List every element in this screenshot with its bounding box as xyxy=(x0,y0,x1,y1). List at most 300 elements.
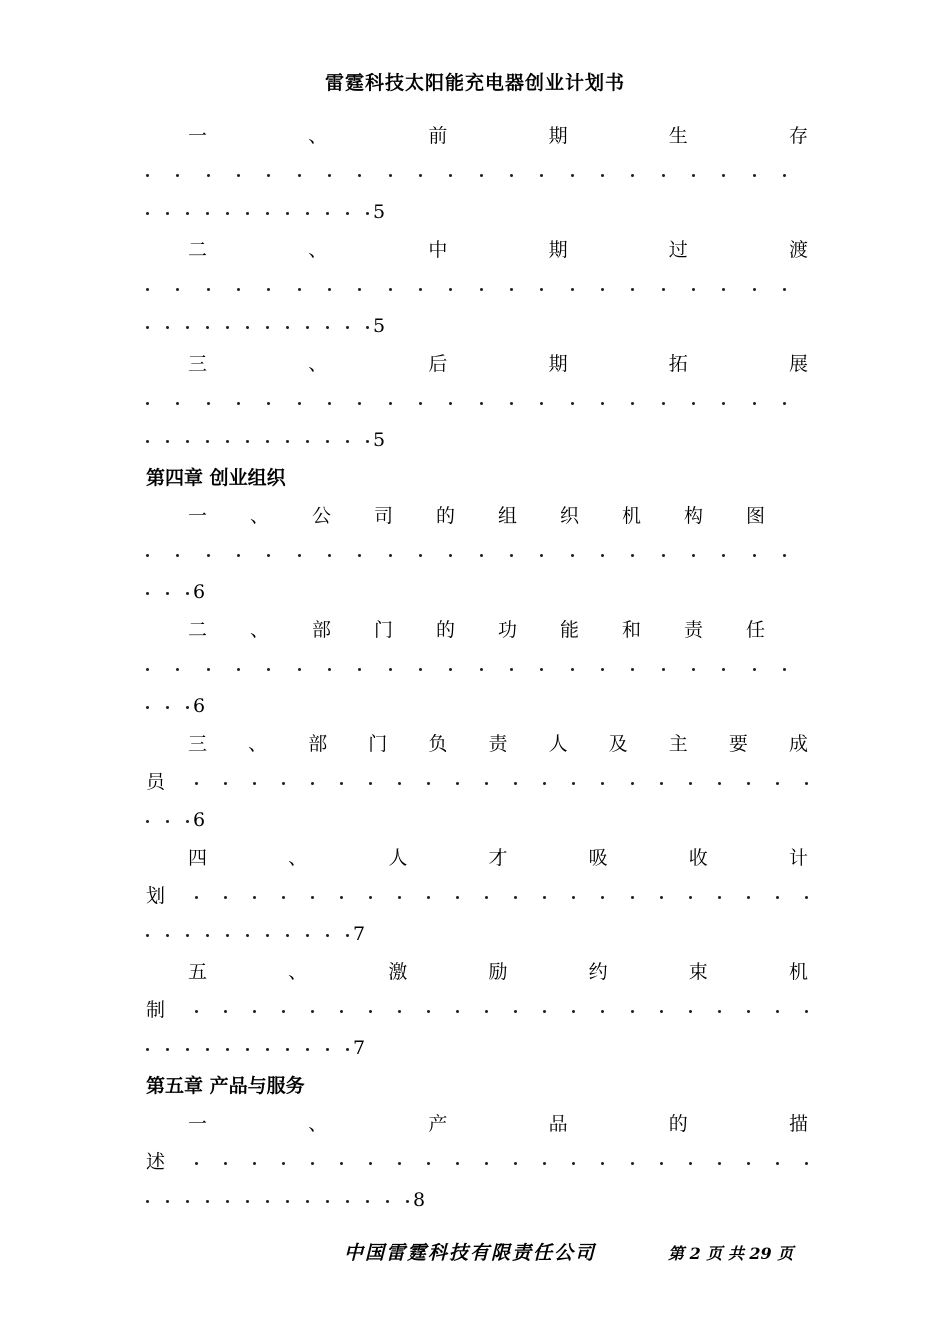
leader-dot xyxy=(166,934,169,937)
leader-dot xyxy=(389,402,392,405)
leader-dot xyxy=(176,174,179,177)
toc-entry-char: 四 xyxy=(188,847,208,869)
leader-dot xyxy=(485,896,488,899)
leader-dot xyxy=(207,402,210,405)
leader-dot xyxy=(456,1162,459,1165)
leader-dot xyxy=(543,782,546,785)
leader-dot xyxy=(514,896,517,899)
leader-dot xyxy=(571,554,574,557)
toc-entry-wrapped-char: 员 xyxy=(146,771,166,793)
leader-dot xyxy=(306,212,309,215)
leader-dot xyxy=(419,288,422,291)
leader-dot xyxy=(692,554,695,557)
leader-dot xyxy=(195,1162,198,1165)
leader-dot xyxy=(571,288,574,291)
toc-entry-char: 一 xyxy=(188,125,208,147)
leader-dot xyxy=(805,782,808,785)
toc-entry-char: 、 xyxy=(308,353,328,375)
leader-dot xyxy=(747,896,750,899)
leader-dot xyxy=(805,1162,808,1165)
leader-dot xyxy=(389,668,392,671)
leader-dot xyxy=(456,896,459,899)
leader-dot xyxy=(419,402,422,405)
toc-page-line xyxy=(146,687,808,725)
leader-dot xyxy=(237,668,240,671)
leader-dot xyxy=(146,212,149,215)
leader-dot xyxy=(386,1200,389,1203)
leader-dot xyxy=(226,1048,229,1051)
leader-dot xyxy=(366,440,369,443)
toc-entry-title[interactable] xyxy=(146,231,808,269)
leader-dot xyxy=(237,288,240,291)
leader-dot xyxy=(267,668,270,671)
leader-dot xyxy=(480,402,483,405)
toc-entry-char: 人 xyxy=(388,847,408,869)
leader-dot xyxy=(662,288,665,291)
leader-dot xyxy=(747,782,750,785)
leader-dot xyxy=(543,1010,546,1013)
toc-entry-char: 和 xyxy=(622,619,642,641)
leader-dot xyxy=(146,402,149,405)
leader-dot xyxy=(246,326,249,329)
toc-entry-title[interactable] xyxy=(146,611,808,649)
leader-dot xyxy=(805,896,808,899)
leader-dot xyxy=(253,896,256,899)
toc-page-line xyxy=(146,1181,808,1219)
leader-dot xyxy=(266,212,269,215)
leader-dot xyxy=(186,934,189,937)
toc-entry-char: 期 xyxy=(548,125,568,147)
leader-dot xyxy=(427,896,430,899)
leader-dot xyxy=(398,782,401,785)
leader-dot xyxy=(176,402,179,405)
toc-entry-char: 渡 xyxy=(788,239,808,261)
leader-dot xyxy=(266,1048,269,1051)
leader-dot xyxy=(571,668,574,671)
toc-entry-title[interactable] xyxy=(146,345,808,383)
toc-entry-char: 前 xyxy=(428,125,448,147)
leader-dot xyxy=(298,402,301,405)
leader-dot xyxy=(718,782,721,785)
leader-dot xyxy=(306,326,309,329)
toc-page-line xyxy=(146,421,808,459)
toc-leader-dots xyxy=(146,269,786,307)
leader-dot xyxy=(369,1162,372,1165)
leader-dot xyxy=(601,1010,604,1013)
leader-dot xyxy=(631,402,634,405)
leader-dot xyxy=(449,288,452,291)
toc-entry-title[interactable] xyxy=(146,117,808,155)
leader-dot xyxy=(783,174,786,177)
leader-dot xyxy=(480,554,483,557)
leader-dot xyxy=(692,668,695,671)
leader-dot xyxy=(660,1010,663,1013)
toc-entry-wrapped-char: 划 xyxy=(146,885,166,907)
leader-dot xyxy=(480,174,483,177)
leader-dot xyxy=(660,782,663,785)
toc-page-number[interactable]: 6 xyxy=(193,581,206,603)
leader-dot xyxy=(282,1010,285,1013)
leader-dot xyxy=(146,326,149,329)
leader-dot xyxy=(427,782,430,785)
leader-dot xyxy=(456,1010,459,1013)
leader-dot xyxy=(722,288,725,291)
toc-entry-char: 、 xyxy=(288,847,308,869)
toc-entry-char: 门 xyxy=(374,619,394,641)
toc-page-number[interactable]: 6 xyxy=(193,809,206,831)
leader-dot xyxy=(692,174,695,177)
leader-dot xyxy=(266,440,269,443)
leader-dot xyxy=(282,782,285,785)
leader-dot xyxy=(282,1162,285,1165)
toc-page-number[interactable]: 5 xyxy=(373,201,386,223)
toc-entry-char: 机 xyxy=(788,961,808,983)
leader-dot xyxy=(662,402,665,405)
leader-dot xyxy=(631,174,634,177)
leader-dot xyxy=(662,174,665,177)
toc-page-line xyxy=(146,573,808,611)
toc-entry-char: 才 xyxy=(488,847,508,869)
leader-dot xyxy=(631,668,634,671)
leader-dot xyxy=(206,440,209,443)
leader-dot xyxy=(266,1200,269,1203)
leader-dot xyxy=(783,554,786,557)
leader-dot xyxy=(267,402,270,405)
toc-entry-char: 生 xyxy=(668,125,688,147)
leader-dot xyxy=(631,1010,634,1013)
leader-dot xyxy=(369,782,372,785)
leader-dot xyxy=(246,440,249,443)
leader-dot xyxy=(195,896,198,899)
toc-entry-char: 及 xyxy=(608,733,628,755)
toc-entry-title[interactable] xyxy=(146,1105,808,1143)
leader-dot xyxy=(631,554,634,557)
leader-dot xyxy=(206,1048,209,1051)
leader-dot xyxy=(166,440,169,443)
leader-dot xyxy=(166,326,169,329)
leader-dot xyxy=(427,1162,430,1165)
toc-entry-char: 的 xyxy=(668,1113,688,1135)
leader-dot xyxy=(306,1048,309,1051)
leader-dot xyxy=(311,782,314,785)
toc-leader-dots xyxy=(146,991,808,1029)
leader-dot xyxy=(753,668,756,671)
leader-dot xyxy=(224,896,227,899)
toc-entry-char: 主 xyxy=(668,733,688,755)
toc-entry-char: 二 xyxy=(188,619,208,641)
leader-dot xyxy=(286,1048,289,1051)
leader-dot xyxy=(328,174,331,177)
leader-dot xyxy=(226,1200,229,1203)
toc-page-line xyxy=(146,193,808,231)
leader-dot xyxy=(662,668,665,671)
toc-page-number[interactable]: 5 xyxy=(373,315,386,337)
leader-dot xyxy=(510,554,513,557)
leader-dot xyxy=(340,782,343,785)
footer-page-info: 第 2 页 共 29 页 xyxy=(668,1244,794,1263)
leader-dot xyxy=(369,1010,372,1013)
leader-dot xyxy=(406,1200,409,1203)
toc-entry-char: 存 xyxy=(788,125,808,147)
leader-dot xyxy=(306,934,309,937)
leader-dot xyxy=(226,212,229,215)
toc-entry-char: 司 xyxy=(374,505,394,527)
toc-entry-char: 后 xyxy=(428,353,448,375)
leader-dot xyxy=(298,288,301,291)
leader-dot xyxy=(311,896,314,899)
toc-entry-char: 描 xyxy=(788,1113,808,1135)
leader-dot xyxy=(783,668,786,671)
leader-dot xyxy=(358,288,361,291)
toc-leader-dots xyxy=(146,535,786,573)
leader-dot xyxy=(326,440,329,443)
toc-entry-char: 功 xyxy=(498,619,518,641)
toc-entry-char: 能 xyxy=(560,619,580,641)
leader-dot xyxy=(389,554,392,557)
toc-entry-char: 中 xyxy=(428,239,448,261)
leader-dot xyxy=(224,1010,227,1013)
leader-dot xyxy=(571,174,574,177)
leader-dot xyxy=(689,1010,692,1013)
toc-entry-char: 吸 xyxy=(588,847,608,869)
leader-dot xyxy=(398,896,401,899)
leader-dot xyxy=(306,1200,309,1203)
leader-dot xyxy=(514,1010,517,1013)
toc-leader-dots xyxy=(146,649,786,687)
leader-dot xyxy=(692,402,695,405)
leader-dot xyxy=(237,402,240,405)
leader-dot xyxy=(186,326,189,329)
page-header-title: 雷霆科技太阳能充电器创业计划书 xyxy=(324,72,625,94)
toc-page-number[interactable]: 5 xyxy=(373,429,386,451)
leader-dot xyxy=(195,1010,198,1013)
toc-leader-dots xyxy=(146,383,786,421)
leader-dot xyxy=(747,1162,750,1165)
leader-dot xyxy=(510,174,513,177)
toc-entry-title[interactable] xyxy=(146,839,808,877)
leader-dot xyxy=(543,896,546,899)
leader-dot xyxy=(449,402,452,405)
toc-entry-char: 、 xyxy=(308,125,328,147)
leader-dot xyxy=(398,1162,401,1165)
leader-dot xyxy=(601,1162,604,1165)
toc-entry-wrapped-char: 制 xyxy=(146,999,166,1021)
leader-dot xyxy=(776,1010,779,1013)
leader-dot xyxy=(146,288,149,291)
leader-dot xyxy=(456,782,459,785)
leader-dot xyxy=(340,896,343,899)
leader-dot xyxy=(722,668,725,671)
leader-dot xyxy=(510,668,513,671)
leader-dot xyxy=(427,1010,430,1013)
toc-entry-title[interactable] xyxy=(146,953,808,991)
leader-dot xyxy=(572,1162,575,1165)
leader-dot xyxy=(543,1162,546,1165)
leader-dot xyxy=(298,554,301,557)
leader-dot xyxy=(246,212,249,215)
leader-dot xyxy=(419,174,422,177)
leader-dot xyxy=(328,668,331,671)
toc-entry-title[interactable] xyxy=(146,497,808,535)
toc-entry-char: 激 xyxy=(388,961,408,983)
leader-dot xyxy=(449,174,452,177)
leader-dot xyxy=(186,820,189,823)
leader-dot xyxy=(572,782,575,785)
leader-dot xyxy=(601,402,604,405)
leader-dot xyxy=(207,288,210,291)
toc-chapter-heading: 第五章 产品与服务 xyxy=(146,1075,305,1097)
toc-leader-dots xyxy=(146,763,808,801)
leader-dot xyxy=(207,174,210,177)
leader-dot xyxy=(358,402,361,405)
toc-page-number[interactable]: 8 xyxy=(413,1189,426,1211)
leader-dot xyxy=(601,668,604,671)
leader-dot xyxy=(631,288,634,291)
leader-dot xyxy=(328,288,331,291)
leader-dot xyxy=(631,896,634,899)
toc-entry-char: 机 xyxy=(622,505,642,527)
leader-dot xyxy=(389,288,392,291)
toc-entry-char: 、 xyxy=(248,733,268,755)
toc-entry-char: 束 xyxy=(688,961,708,983)
leader-dot xyxy=(166,592,169,595)
leader-dot xyxy=(186,1048,189,1051)
toc-page-number[interactable]: 6 xyxy=(193,695,206,717)
leader-dot xyxy=(689,1162,692,1165)
leader-dot xyxy=(340,1010,343,1013)
leader-dot xyxy=(207,668,210,671)
toc-entry-char: 二 xyxy=(188,239,208,261)
leader-dot xyxy=(206,1200,209,1203)
toc-entry-char: 构 xyxy=(684,505,704,527)
toc-entry-char: 、 xyxy=(308,1113,328,1135)
leader-dot xyxy=(718,1010,721,1013)
leader-dot xyxy=(689,896,692,899)
toc-entry-char: 期 xyxy=(548,353,568,375)
leader-dot xyxy=(485,1010,488,1013)
leader-dot xyxy=(718,1162,721,1165)
leader-dot xyxy=(419,668,422,671)
toc-entry-char: 图 xyxy=(746,505,766,527)
toc-entry-char: 一 xyxy=(188,505,208,527)
leader-dot xyxy=(146,592,149,595)
leader-dot xyxy=(366,326,369,329)
leader-dot xyxy=(253,782,256,785)
leader-dot xyxy=(186,592,189,595)
leader-dot xyxy=(253,1010,256,1013)
leader-dot xyxy=(328,554,331,557)
leader-dot xyxy=(540,288,543,291)
toc-entry-char: 负 xyxy=(428,733,448,755)
leader-dot xyxy=(346,1200,349,1203)
toc-entry-char: 责 xyxy=(488,733,508,755)
toc-leader-dots xyxy=(146,877,808,915)
leader-dot xyxy=(660,1162,663,1165)
leader-dot xyxy=(366,212,369,215)
leader-dot xyxy=(631,782,634,785)
leader-dot xyxy=(282,896,285,899)
leader-dot xyxy=(747,1010,750,1013)
toc-entry-char: 责 xyxy=(684,619,704,641)
leader-dot xyxy=(286,326,289,329)
leader-dot xyxy=(186,1200,189,1203)
leader-dot xyxy=(660,896,663,899)
leader-dot xyxy=(480,288,483,291)
leader-dot xyxy=(601,782,604,785)
leader-dot xyxy=(146,174,149,177)
leader-dot xyxy=(601,288,604,291)
toc-page-number[interactable]: 7 xyxy=(353,923,366,945)
toc-leader-dots xyxy=(146,155,786,193)
leader-dot xyxy=(267,554,270,557)
leader-dot xyxy=(398,1010,401,1013)
leader-dot xyxy=(340,1162,343,1165)
toc-entry-char: 组 xyxy=(498,505,518,527)
leader-dot xyxy=(237,174,240,177)
toc-entry-char: 部 xyxy=(308,733,328,755)
leader-dot xyxy=(514,782,517,785)
toc-entry-char: 的 xyxy=(436,619,456,641)
toc-entry-char: 展 xyxy=(788,353,808,375)
leader-dot xyxy=(226,326,229,329)
leader-dot xyxy=(206,934,209,937)
leader-dot xyxy=(601,174,604,177)
leader-dot xyxy=(776,1162,779,1165)
table-of-contents xyxy=(146,117,808,1219)
leader-dot xyxy=(146,1200,149,1203)
toc-entry-char: 成 xyxy=(788,733,808,755)
leader-dot xyxy=(510,402,513,405)
leader-dot xyxy=(146,1048,149,1051)
leader-dot xyxy=(326,212,329,215)
leader-dot xyxy=(266,326,269,329)
leader-dot xyxy=(306,440,309,443)
leader-dot xyxy=(419,554,422,557)
toc-entry-char: 、 xyxy=(250,505,270,527)
toc-page-number[interactable]: 7 xyxy=(353,1037,366,1059)
leader-dot xyxy=(226,440,229,443)
leader-dot xyxy=(286,1200,289,1203)
leader-dot xyxy=(346,326,349,329)
leader-dot xyxy=(571,402,574,405)
leader-dot xyxy=(311,1010,314,1013)
leader-dot xyxy=(246,1048,249,1051)
leader-dot xyxy=(326,1200,329,1203)
leader-dot xyxy=(186,440,189,443)
toc-entry-char: 品 xyxy=(548,1113,568,1135)
leader-dot xyxy=(783,402,786,405)
leader-dot xyxy=(540,554,543,557)
toc-entry-char: 人 xyxy=(548,733,568,755)
toc-entry-char: 三 xyxy=(188,733,208,755)
leader-dot xyxy=(783,288,786,291)
leader-dot xyxy=(246,1200,249,1203)
toc-page-line xyxy=(146,307,808,345)
leader-dot xyxy=(753,288,756,291)
toc-entry-char: 公 xyxy=(312,505,332,527)
toc-entry-wrapped-char: 述 xyxy=(146,1151,166,1173)
toc-entry-title[interactable] xyxy=(146,725,808,763)
leader-dot xyxy=(326,326,329,329)
toc-chapter-heading: 第四章 创业组织 xyxy=(146,467,286,489)
toc-page-line xyxy=(146,801,808,839)
leader-dot xyxy=(237,554,240,557)
leader-dot xyxy=(253,1162,256,1165)
leader-dot xyxy=(358,174,361,177)
leader-dot xyxy=(601,896,604,899)
leader-dot xyxy=(480,668,483,671)
toc-entry-char: 三 xyxy=(188,353,208,375)
